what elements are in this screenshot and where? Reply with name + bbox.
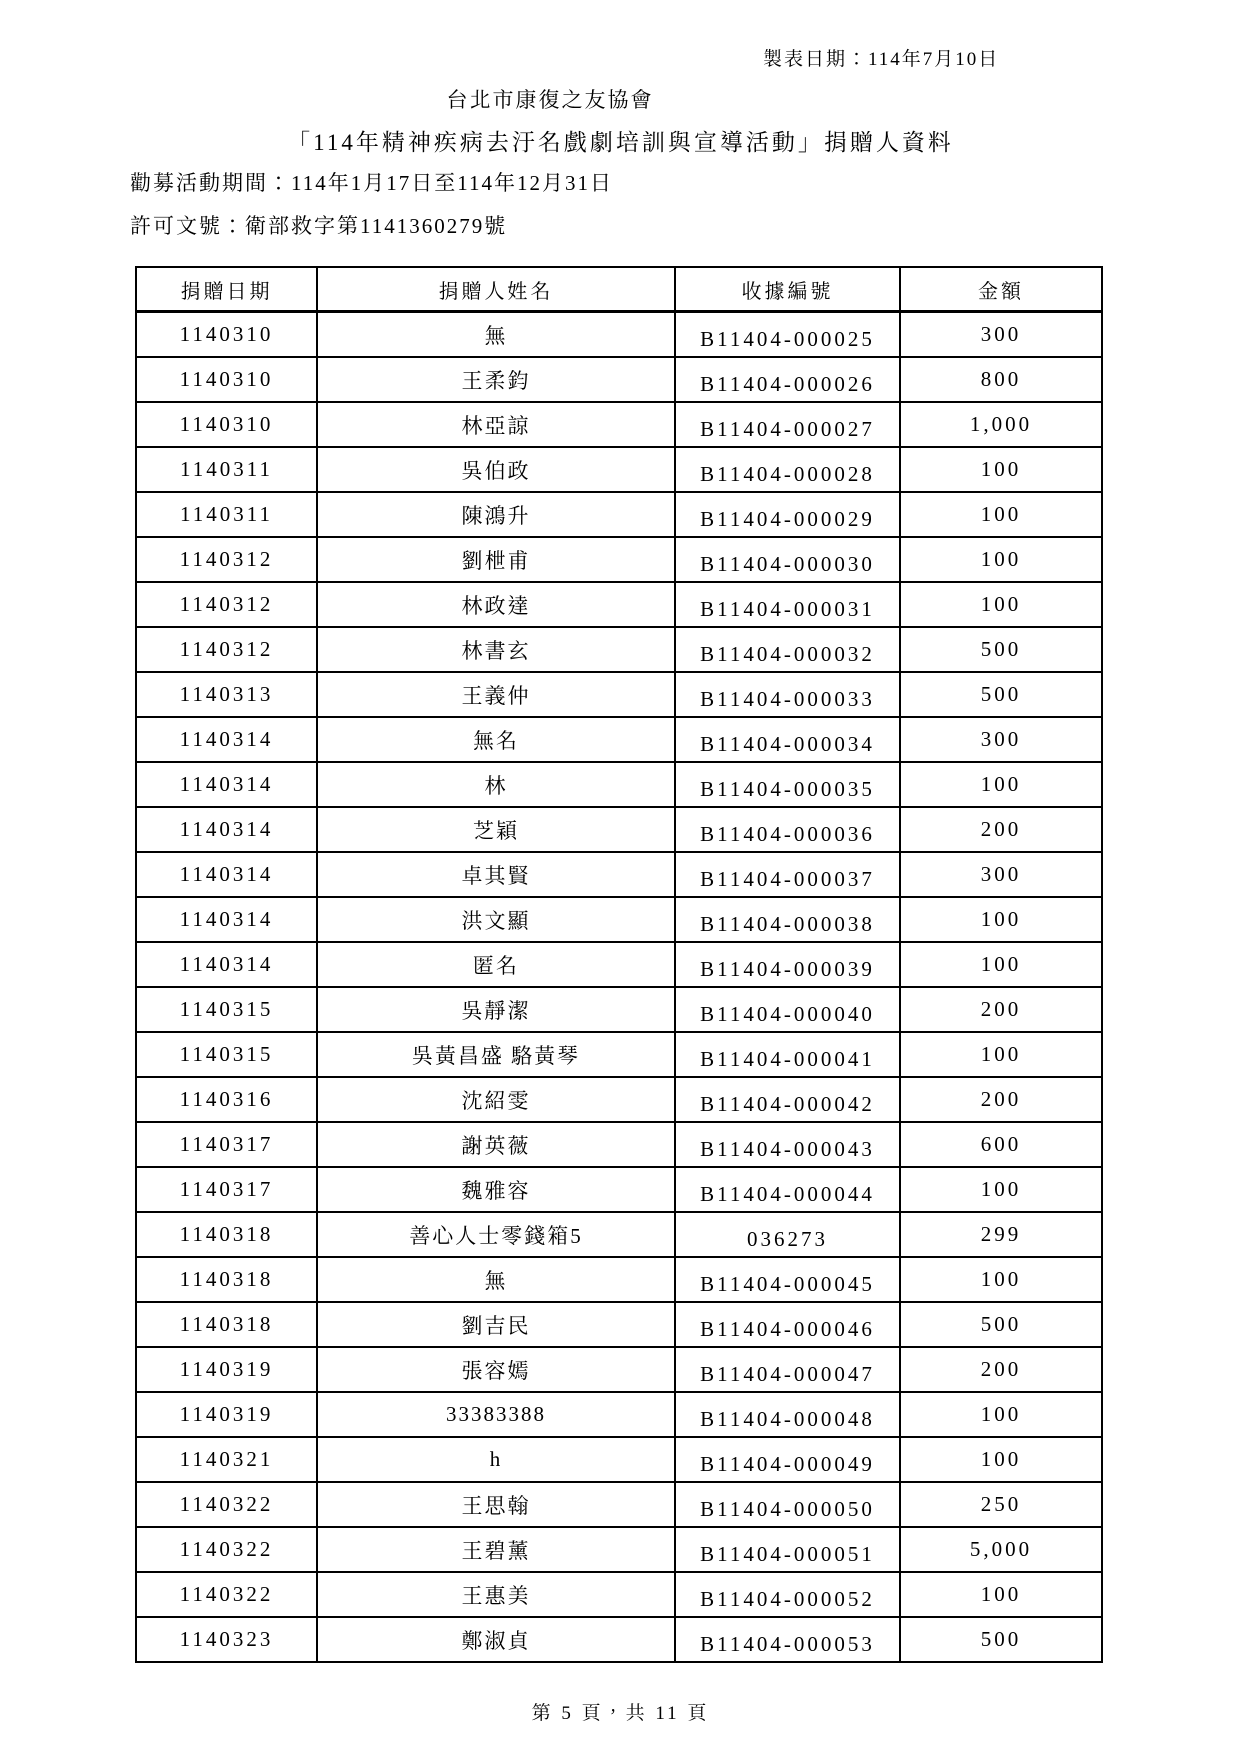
column-header-donation-date: 捐贈日期	[136, 267, 317, 312]
receipt-number-cell	[675, 1572, 900, 1617]
table-row	[136, 312, 1102, 358]
donor-name-cell: 無	[317, 312, 675, 358]
donor-name-cell: 善心人士零錢箱5	[317, 1212, 675, 1257]
receipt-number-text: B11404-000039	[700, 957, 875, 981]
receipt-number-cell	[675, 672, 900, 717]
table-row	[136, 717, 1102, 762]
amount-cell: 200	[900, 807, 1102, 852]
receipt-number-text: B11404-000030	[700, 552, 875, 576]
donation-date-cell: 1140319	[136, 1347, 317, 1392]
receipt-number-text: B11404-000025	[700, 327, 875, 351]
donor-name-cell: 洪文顯	[317, 897, 675, 942]
donor-name-cell: 林政達	[317, 582, 675, 627]
organization-name: 台北市康復之友協會	[446, 88, 654, 112]
donation-date-cell: 1140310	[136, 357, 317, 402]
receipt-number-text: B11404-000034	[700, 732, 875, 756]
donor-name-cell: 無	[317, 1257, 675, 1302]
receipt-number-cell	[675, 627, 900, 672]
donor-name-cell: 吳靜潔	[317, 987, 675, 1032]
receipt-number-text: B11404-000042	[700, 1092, 875, 1116]
receipt-number-text: B11404-000043	[700, 1137, 875, 1161]
amount-cell: 100	[900, 762, 1102, 807]
donor-name-cell: 王思翰	[317, 1482, 675, 1527]
receipt-number-text: B11404-000045	[700, 1272, 875, 1296]
donation-date-cell: 1140315	[136, 987, 317, 1032]
table-row	[136, 582, 1102, 627]
donor-name-cell: 劉吉民	[317, 1302, 675, 1347]
amount-cell: 100	[900, 582, 1102, 627]
table-row	[136, 1347, 1102, 1392]
receipt-number-text: B11404-000050	[700, 1497, 875, 1521]
donor-name-cell: 王碧薰	[317, 1527, 675, 1572]
donation-date-cell: 1140322	[136, 1482, 317, 1527]
receipt-number-text: B11404-000052	[700, 1587, 875, 1611]
table-row	[136, 672, 1102, 717]
amount-cell: 100	[900, 1437, 1102, 1482]
receipt-number-cell	[675, 492, 900, 537]
receipt-number-text: B11404-000049	[700, 1452, 875, 1476]
donation-date-cell: 1140318	[136, 1257, 317, 1302]
amount-cell: 100	[900, 537, 1102, 582]
receipt-number-text: B11404-000040	[700, 1002, 875, 1026]
donation-date-cell: 1140314	[136, 717, 317, 762]
receipt-number-text: B11404-000033	[700, 687, 875, 711]
receipt-number-text: B11404-000041	[700, 1047, 875, 1071]
donation-date-cell: 1140311	[136, 447, 317, 492]
donor-name-cell: 芝穎	[317, 807, 675, 852]
table-row	[136, 357, 1102, 402]
amount-cell: 100	[900, 1167, 1102, 1212]
receipt-number-text: B11404-000032	[700, 642, 875, 666]
receipt-number-cell	[675, 1257, 900, 1302]
table-row	[136, 402, 1102, 447]
receipt-number-text: B11404-000038	[700, 912, 875, 936]
receipt-number-text: B11404-000029	[700, 507, 875, 531]
table-row	[136, 1527, 1102, 1572]
receipt-number-cell	[675, 1077, 900, 1122]
amount-cell: 100	[900, 1032, 1102, 1077]
table-row	[136, 447, 1102, 492]
amount-cell: 100	[900, 897, 1102, 942]
receipt-number-cell	[675, 897, 900, 942]
donation-date-cell: 1140317	[136, 1122, 317, 1167]
receipt-number-text: B11404-000037	[700, 867, 875, 891]
amount-cell: 300	[900, 717, 1102, 762]
receipt-number-cell	[675, 357, 900, 402]
receipt-number-cell	[675, 1617, 900, 1662]
amount-cell: 100	[900, 1257, 1102, 1302]
table-row	[136, 987, 1102, 1032]
receipt-number-text: B11404-000047	[700, 1362, 875, 1386]
receipt-number-cell	[675, 1392, 900, 1437]
donation-date-cell: 1140314	[136, 762, 317, 807]
receipt-number-text: B11404-000027	[700, 417, 875, 441]
table-row	[136, 1032, 1102, 1077]
amount-cell: 100	[900, 492, 1102, 537]
donor-name-cell: 謝英薇	[317, 1122, 675, 1167]
amount-cell: 100	[900, 1572, 1102, 1617]
campaign-title: 「114年精神疾病去汙名戲劇培訓與宣導活動」捐贈人資料	[287, 130, 954, 155]
page-number-footer: 第 5 頁，共 11 頁	[531, 1703, 710, 1724]
donor-name-cell: 張容嫣	[317, 1347, 675, 1392]
donor-name-cell: 魏雅容	[317, 1167, 675, 1212]
receipt-number-cell	[675, 1347, 900, 1392]
receipt-number-text: B11404-000028	[700, 462, 875, 486]
table-row	[136, 1122, 1102, 1167]
column-header-amount: 金額	[900, 267, 1102, 312]
amount-cell: 500	[900, 627, 1102, 672]
donation-date-cell: 1140311	[136, 492, 317, 537]
receipt-number-cell	[675, 1032, 900, 1077]
table-row	[136, 1437, 1102, 1482]
donation-date-cell: 1140314	[136, 852, 317, 897]
table-row	[136, 807, 1102, 852]
column-header-donor-name: 捐贈人姓名	[317, 267, 675, 312]
table-row	[136, 492, 1102, 537]
table-row	[136, 1257, 1102, 1302]
donation-date-cell: 1140312	[136, 627, 317, 672]
column-header-receipt-number: 收據編號	[675, 267, 900, 312]
permit-number: 許可文號：衛部救字第1141360279號	[130, 214, 508, 238]
receipt-number-cell	[675, 402, 900, 447]
donor-name-cell: 林亞諒	[317, 402, 675, 447]
amount-cell: 800	[900, 357, 1102, 402]
table-row	[136, 852, 1102, 897]
campaign-period: 勸募活動期間：114年1月17日至114年12月31日	[130, 171, 613, 195]
table-row	[136, 1302, 1102, 1347]
receipt-number-cell	[675, 1482, 900, 1527]
receipt-number-cell	[675, 1167, 900, 1212]
receipt-number-cell	[675, 1437, 900, 1482]
amount-cell: 299	[900, 1212, 1102, 1257]
donation-date-cell: 1140318	[136, 1212, 317, 1257]
table-row	[136, 627, 1102, 672]
receipt-number-cell	[675, 1527, 900, 1572]
receipt-number-cell	[675, 1122, 900, 1167]
receipt-number-text: B11404-000053	[700, 1632, 875, 1656]
receipt-number-text: B11404-000051	[700, 1542, 875, 1566]
table-row	[136, 1167, 1102, 1212]
donor-name-cell: 陳鴻升	[317, 492, 675, 537]
receipt-number-cell	[675, 717, 900, 762]
table-row	[136, 942, 1102, 987]
print-date: 製表日期：114年7月10日	[763, 49, 1000, 70]
receipt-number-cell	[675, 447, 900, 492]
donor-name-cell: 王惠美	[317, 1572, 675, 1617]
table-row	[136, 537, 1102, 582]
donor-name-cell: h	[317, 1437, 675, 1482]
donation-date-cell: 1140322	[136, 1527, 317, 1572]
amount-cell: 100	[900, 1392, 1102, 1437]
receipt-number-cell	[675, 312, 900, 358]
donor-name-cell: 吳黃昌盛 駱黃琴	[317, 1032, 675, 1077]
receipt-number-text: 036273	[747, 1227, 828, 1251]
receipt-number-cell	[675, 582, 900, 627]
donation-date-cell: 1140323	[136, 1617, 317, 1662]
table-row	[136, 897, 1102, 942]
amount-cell: 300	[900, 852, 1102, 897]
receipt-number-cell	[675, 537, 900, 582]
donation-date-cell: 1140314	[136, 807, 317, 852]
receipt-number-cell	[675, 807, 900, 852]
amount-cell: 500	[900, 1302, 1102, 1347]
amount-cell: 200	[900, 1077, 1102, 1122]
donation-date-cell: 1140313	[136, 672, 317, 717]
amount-cell: 100	[900, 942, 1102, 987]
donor-name-cell: 匿名	[317, 942, 675, 987]
donation-date-cell: 1140314	[136, 942, 317, 987]
donor-table-header	[136, 267, 1102, 312]
receipt-number-text: B11404-000046	[700, 1317, 875, 1341]
donor-table	[135, 266, 1103, 1663]
donor-name-cell: 王柔鈞	[317, 357, 675, 402]
receipt-number-text: B11404-000035	[700, 777, 875, 801]
table-row	[136, 1617, 1102, 1662]
amount-cell: 500	[900, 672, 1102, 717]
table-row	[136, 1392, 1102, 1437]
donation-date-cell: 1140310	[136, 312, 317, 358]
table-row	[136, 1572, 1102, 1617]
donor-name-cell: 33383388	[317, 1392, 675, 1437]
receipt-number-cell	[675, 762, 900, 807]
donation-date-cell: 1140314	[136, 897, 317, 942]
amount-cell: 600	[900, 1122, 1102, 1167]
amount-cell: 1,000	[900, 402, 1102, 447]
amount-cell: 5,000	[900, 1527, 1102, 1572]
receipt-number-cell	[675, 1302, 900, 1347]
donation-date-cell: 1140310	[136, 402, 317, 447]
table-row	[136, 1212, 1102, 1257]
receipt-number-text: B11404-000048	[700, 1407, 875, 1431]
amount-cell: 200	[900, 1347, 1102, 1392]
donor-name-cell: 沈紹雯	[317, 1077, 675, 1122]
donation-date-cell: 1140318	[136, 1302, 317, 1347]
donor-table-body	[136, 312, 1102, 1663]
receipt-number-text: B11404-000026	[700, 372, 875, 396]
amount-cell: 300	[900, 312, 1102, 358]
donation-date-cell: 1140316	[136, 1077, 317, 1122]
receipt-number-text: B11404-000044	[700, 1182, 875, 1206]
amount-cell: 100	[900, 447, 1102, 492]
receipt-number-cell	[675, 1212, 900, 1257]
amount-cell: 200	[900, 987, 1102, 1032]
amount-cell: 500	[900, 1617, 1102, 1662]
donation-date-cell: 1140312	[136, 582, 317, 627]
receipt-number-cell	[675, 987, 900, 1032]
donor-name-cell: 無名	[317, 717, 675, 762]
donor-name-cell: 劉枻甫	[317, 537, 675, 582]
donation-date-cell: 1140312	[136, 537, 317, 582]
donor-name-cell: 林	[317, 762, 675, 807]
receipt-number-text: B11404-000036	[700, 822, 875, 846]
donation-date-cell: 1140317	[136, 1167, 317, 1212]
donor-name-cell: 卓其賢	[317, 852, 675, 897]
donor-name-cell: 鄭淑貞	[317, 1617, 675, 1662]
table-row	[136, 1482, 1102, 1527]
donation-date-cell: 1140315	[136, 1032, 317, 1077]
receipt-number-text: B11404-000031	[700, 597, 875, 621]
donor-name-cell: 王義仲	[317, 672, 675, 717]
table-row	[136, 1077, 1102, 1122]
receipt-number-cell	[675, 942, 900, 987]
receipt-number-cell	[675, 852, 900, 897]
amount-cell: 250	[900, 1482, 1102, 1527]
donation-date-cell: 1140321	[136, 1437, 317, 1482]
donor-name-cell: 林書玄	[317, 627, 675, 672]
donation-date-cell: 1140319	[136, 1392, 317, 1437]
header-row	[136, 267, 1102, 312]
table-row	[136, 762, 1102, 807]
donor-name-cell: 吳伯政	[317, 447, 675, 492]
donation-date-cell: 1140322	[136, 1572, 317, 1617]
